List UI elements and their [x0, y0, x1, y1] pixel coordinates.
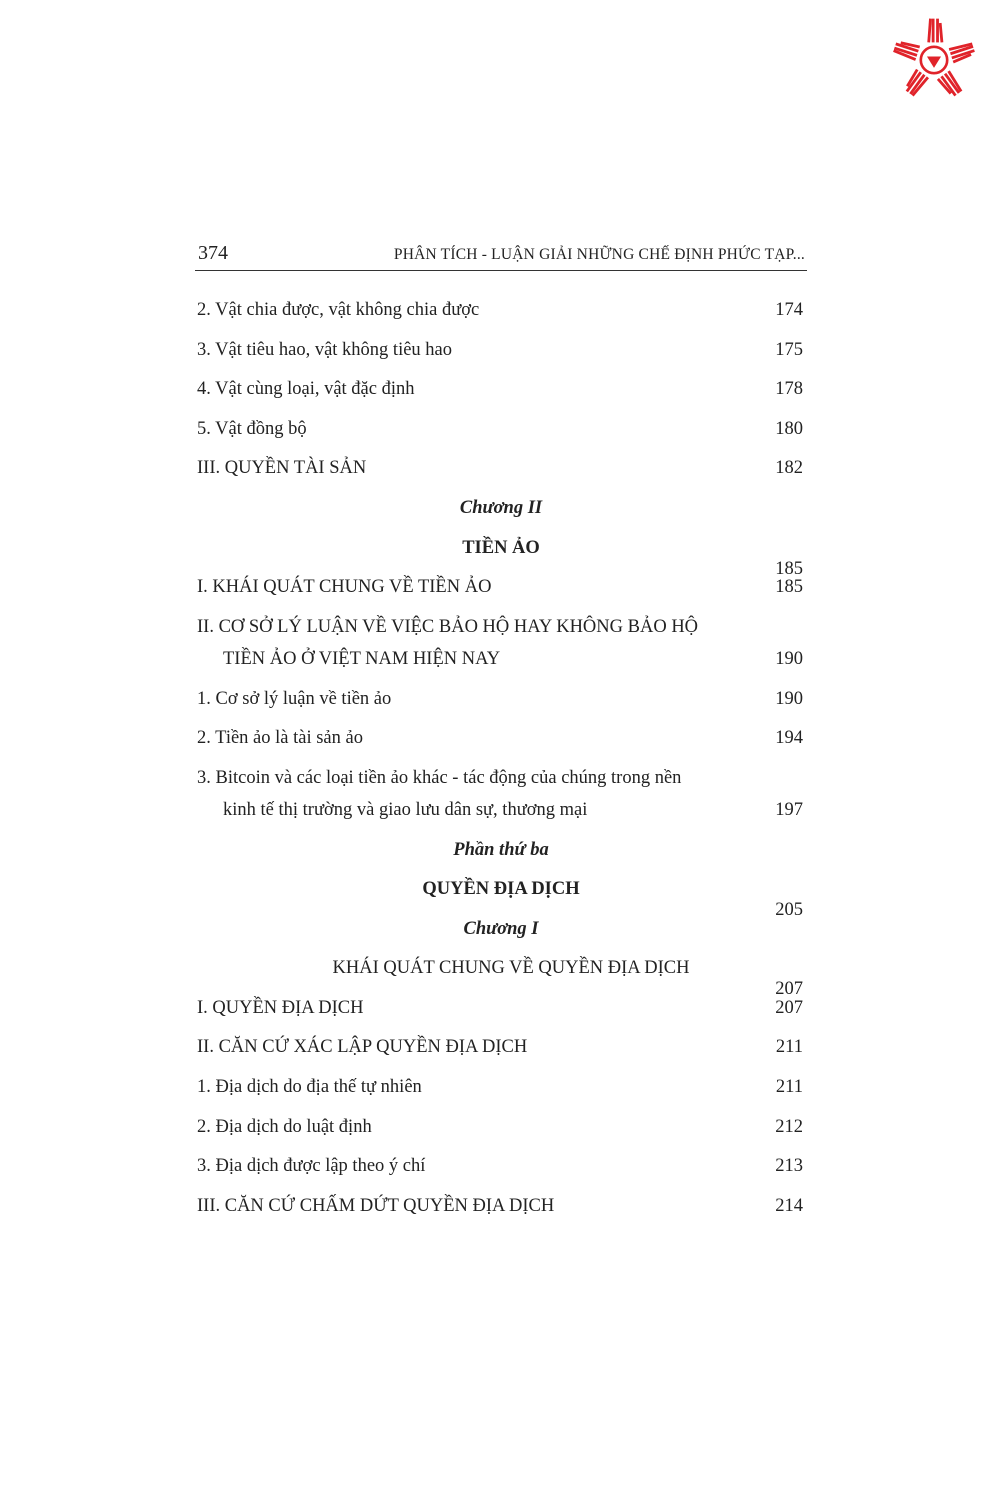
toc-entry-page: 194 [775, 728, 803, 748]
toc-entry-title: 1. Địa dịch do địa thế tự nhiên [197, 1077, 422, 1097]
toc-entry-title: 2. Vật chia được, vật không chia được [197, 300, 480, 320]
chapter-title-text: TIỀN ẢO [462, 538, 540, 558]
toc-entry-page: 197 [775, 800, 803, 820]
toc-entry-title: 4. Vật cùng loại, vật đặc định [197, 379, 415, 399]
toc-entry-page: 211 [775, 1037, 803, 1057]
toc-entry-page: 207 [775, 998, 803, 1018]
toc-entry-page: 174 [775, 300, 803, 320]
chapter-title [195, 958, 807, 999]
toc-entry-title: 3. Địa dịch được lập theo ý chí [197, 1156, 426, 1176]
part-label [195, 840, 807, 861]
toc-entry [195, 768, 807, 832]
chapter-title-text: KHÁI QUÁT CHUNG VỀ QUYỀN ĐỊA DỊCH [332, 958, 690, 978]
toc-entry-page: 185 [775, 559, 803, 579]
chapter-label-text: Chương II [459, 498, 543, 518]
toc-entry-title: 2. Tiền ảo là tài sản ảo [197, 728, 363, 748]
toc-entry-title: 3. Vật tiêu hao, vật không tiêu hao [197, 340, 453, 360]
toc-entry-page: 180 [775, 419, 803, 439]
toc-entry-page: 207 [775, 979, 803, 999]
chapter-label [195, 498, 807, 519]
toc-entry-title: 1. Cơ sở lý luận về tiền ảo [197, 689, 392, 709]
toc-entry-title: II. CƠ SỞ LÝ LUẬN VỀ VIỆC BẢO HỘ HAY KHÔNG BẢO HỘ [197, 617, 699, 637]
toc-entry-title: III. QUYỀN TÀI SẢN [197, 458, 367, 478]
chapter-label-text: Chương I [463, 919, 539, 939]
toc-entry-page: 213 [775, 1156, 803, 1176]
toc-entry-title-continuation: kinh tế thị trường và giao lưu dân sự, thương mại [223, 800, 588, 820]
toc-entry-page: 212 [775, 1117, 803, 1137]
toc-entry-title: II. CĂN CỨ XÁC LẬP QUYỀN ĐỊA DỊCH [197, 1037, 528, 1057]
toc-entry-page: 205 [775, 900, 803, 920]
toc-entry-title: I. QUYỀN ĐỊA DỊCH [197, 998, 364, 1018]
toc-entry-page: 182 [775, 458, 803, 478]
toc-entry-page: 211 [775, 1077, 803, 1097]
toc-entry-page: 185 [775, 577, 803, 597]
part-title-text: QUYỀN ĐỊA DỊCH [422, 879, 580, 899]
toc-entry-page: 178 [775, 379, 803, 399]
running-title: PHÂN TÍCH - LUẬN GIẢI NHỮNG CHẾ ĐỊNH PHỨC TẠP... [393, 246, 805, 263]
toc-entry-title: 3. Bitcoin và các loại tiền ảo khác - tác động của chúng trong nền [197, 768, 682, 788]
toc-entry-title: III. CĂN CỨ CHẤM DỨT QUYỀN ĐỊA DỊCH [197, 1196, 555, 1216]
chapter-title [195, 538, 807, 579]
toc-entry-title: 2. Địa dịch do luật định [197, 1117, 372, 1137]
toc-entry-page: 190 [775, 649, 803, 669]
part-title [195, 879, 807, 920]
toc-entry [195, 617, 807, 681]
toc-entry-title: I. KHÁI QUÁT CHUNG VỀ TIỀN ẢO [197, 577, 492, 597]
toc-entry-page: 175 [775, 340, 803, 360]
toc-entry-title: 5. Vật đồng bộ [197, 419, 307, 439]
toc-entry-title-continuation: TIỀN ẢO Ở VIỆT NAM HIỆN NAY [223, 649, 501, 669]
toc-entry-page: 214 [775, 1196, 803, 1216]
page-number: 374 [198, 242, 228, 264]
part-label-text: Phần thứ ba [453, 840, 549, 860]
star-emblem-icon [890, 16, 978, 104]
running-header [195, 240, 807, 271]
chapter-label [195, 919, 807, 940]
toc-entry-page: 190 [775, 689, 803, 709]
